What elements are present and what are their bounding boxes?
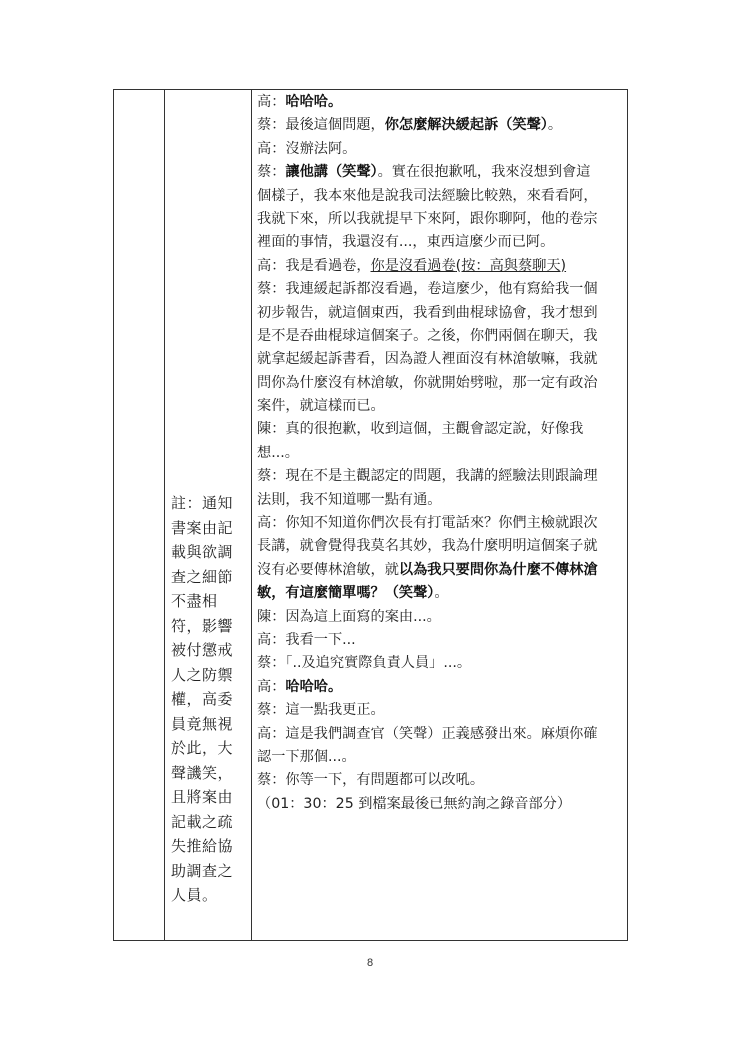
line-text: 。實在很抱歉吼，我來沒想到會這 xyxy=(377,164,591,181)
transcript-line xyxy=(257,676,625,699)
bold-text: 哈哈哈。 xyxy=(285,678,343,695)
speaker-label: 蔡： xyxy=(257,164,286,181)
transcript-line: 高：這是我們調查官（笑聲）正義感發出來。麻煩你確 xyxy=(257,725,598,742)
line-text: 沒有必要傳林滄敏，就 xyxy=(257,561,399,578)
transcript-table xyxy=(113,89,628,941)
page-number: 8 xyxy=(366,957,374,969)
note-line: 被付懲戒 xyxy=(171,641,234,659)
speaker-label: 蔡： xyxy=(257,117,286,134)
transcript-line xyxy=(257,114,625,137)
note-line: 符，影響 xyxy=(171,616,234,635)
line-text: 最後這個問題， xyxy=(285,117,385,134)
transcript-line: 陳：因為這上面寫的案由...。 xyxy=(257,608,441,625)
note-line: 記載之疏 xyxy=(171,812,234,831)
transcript-line xyxy=(257,255,625,278)
transcript-line: 初步報告，就這個東西，我看到曲棍球協會，我才想到 xyxy=(257,304,598,321)
transcript-line: 高：我看一下... xyxy=(257,631,356,648)
transcript-line: 法則，我不知道哪一點有通。 xyxy=(257,491,442,508)
note-column xyxy=(166,491,250,908)
transcript-line: 蔡：你等一下，有問題都可以改吼。 xyxy=(257,772,485,789)
line-text: 。 xyxy=(434,585,449,602)
transcript-line xyxy=(257,161,625,184)
bold-text: 哈哈哈。 xyxy=(285,94,343,110)
transcript-line: 蔡：「..及追究實際負責人員」...。 xyxy=(257,655,472,672)
note-line: 人員。 xyxy=(171,886,218,904)
speaker-label: 高： xyxy=(257,678,286,695)
line-text: 高：我是看過卷， xyxy=(257,257,371,274)
transcript-line xyxy=(257,582,625,605)
note-line: 聲譏笑， xyxy=(171,763,234,782)
transcript-line: 問你為什麼沒有林滄敏，你就開始劈啦，那一定有政治 xyxy=(257,374,598,391)
note-line: 員竟無視 xyxy=(171,714,234,733)
transcript-line: 就拿起緩起訴書看，因為證人裡面沒有林滄敏嘛，我就 xyxy=(257,351,598,368)
transcript-line: 高：你知不知道你們次長有打電話來？你們主檢就跟次 xyxy=(257,515,598,532)
note-line: 且將案由 xyxy=(171,788,234,806)
speaker-label: 高： xyxy=(257,94,286,110)
bold-text: 讓他講（笑聲） xyxy=(285,164,378,181)
transcript-line: （01：30：25 到檔案最後已無約詢之錄音部分） xyxy=(257,795,572,812)
transcript-line: 高：沒辦法阿。 xyxy=(257,140,357,157)
note-line: 註：通知 xyxy=(171,494,234,512)
transcript-line: 蔡：這一點我更正。 xyxy=(257,702,385,719)
note-line: 書案由記 xyxy=(171,518,234,537)
underlined-text: (按：高與蔡聊天) xyxy=(455,257,567,274)
note-line: 人之防禦 xyxy=(171,665,234,684)
transcript-line: 我就下來，所以我就提早下來阿，跟你聊阿，他的卷宗 xyxy=(257,210,598,227)
transcript-column xyxy=(257,91,625,816)
note-line: 不盡相 xyxy=(171,592,218,610)
transcript-line xyxy=(257,559,625,582)
column-divider xyxy=(251,90,252,940)
transcript-line: 長講，就會覺得我莫名其妙，我為什麼明明這個案子就 xyxy=(257,538,598,555)
note-line: 於此，大 xyxy=(171,739,234,757)
transcript-line xyxy=(257,91,625,114)
transcript-line: 裡面的事情，我還沒有...，東西這麼少而已阿。 xyxy=(257,234,555,251)
transcript-line: 陳：真的很抱歉，收到這個，主觀會認定說，好像我 xyxy=(257,421,584,438)
note-line: 查之細節 xyxy=(171,567,234,586)
transcript-line: 個樣子，我本來他是說我司法經驗比較熟，來看看阿， xyxy=(257,187,598,204)
note-line: 助調查之 xyxy=(171,861,234,880)
underlined-text: 你是沒看過卷 xyxy=(370,257,456,274)
transcript-line: 想...。 xyxy=(257,444,299,461)
note-line: 載與欲調 xyxy=(171,543,234,561)
line-text: 。 xyxy=(547,117,563,134)
column-divider xyxy=(164,90,165,940)
bold-text: 你怎麼解決緩起訴（笑聲） xyxy=(384,117,548,134)
transcript-line: 是不是吞曲棍球這個案子。之後，你們兩個在聊天，我 xyxy=(257,327,598,344)
transcript-line: 蔡：現在不是主觀認定的問題，我講的經驗法則跟論理 xyxy=(257,468,598,485)
transcript-line: 認一下那個...。 xyxy=(257,748,356,765)
bold-text: 以為我只要問你為什麼不傳林滄 xyxy=(398,561,598,578)
transcript-line: 案件，就這樣而已。 xyxy=(257,398,385,415)
note-line: 權，高委 xyxy=(171,690,234,708)
bold-text: 敏，有這麼簡單嗎？（笑聲） xyxy=(257,585,435,602)
note-line: 失推給協 xyxy=(171,837,234,855)
transcript-line: 蔡：我連緩起訴都沒看過，卷這麼少，他有寫給我一個 xyxy=(257,281,598,298)
